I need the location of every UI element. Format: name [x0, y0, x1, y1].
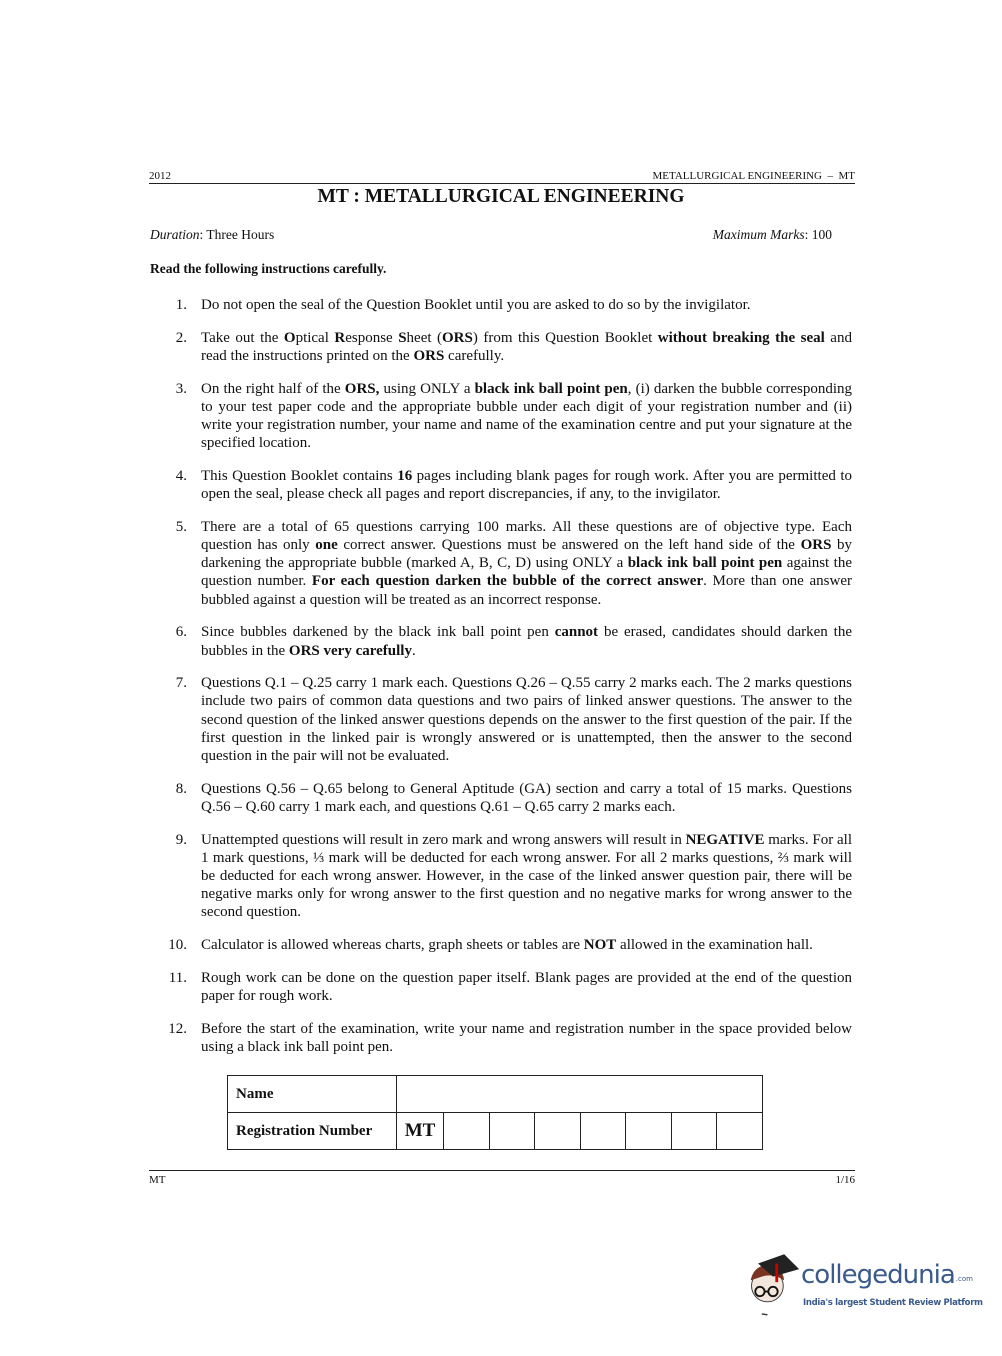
- registration-digit-box[interactable]: [580, 1113, 626, 1150]
- instruction-number: 10.: [168, 937, 187, 954]
- instruction-text: [201, 936, 852, 954]
- emphasis-text: ORS: [413, 347, 445, 364]
- text-segment: esponse: [345, 329, 399, 346]
- instruction-item: [150, 623, 852, 659]
- instruction-text: [201, 296, 852, 314]
- instruction-number: 1.: [175, 297, 187, 313]
- emphasis-text: black ink ball point pen: [474, 380, 628, 397]
- footer-code: MT: [149, 1174, 166, 1186]
- instruction-number: 4.: [175, 467, 187, 484]
- text-segment: allowed in the examination hall.: [616, 937, 813, 954]
- emphasis-text: cannot: [554, 624, 599, 641]
- instruction-text: [201, 1020, 852, 1056]
- instruction-number: 7.: [175, 675, 187, 692]
- instruction-text: [201, 518, 852, 609]
- emphasis-text: R: [334, 329, 346, 346]
- text-segment: Rough work can be done on the question paper itself. Blank pages are provided at the end of the question paper for rough work.: [201, 969, 852, 1005]
- instructions-heading: Read the following instructions carefully.: [150, 261, 387, 276]
- registration-digit-box[interactable]: [444, 1113, 490, 1150]
- maximum-marks-label: Maximum Marks: [712, 227, 805, 242]
- registration-digit-box[interactable]: [626, 1113, 672, 1150]
- text-segment: Before the start of the examination, write your name and registration number in the space provided below using a black ink ball point pen.: [201, 1020, 852, 1055]
- page-number: 1/16: [835, 1174, 855, 1186]
- duration: [150, 227, 274, 243]
- text-segment: against the question number.: [201, 555, 852, 590]
- text-segment: Take out the: [201, 329, 284, 346]
- candidate-form: [227, 1075, 763, 1150]
- emphasis-text: S: [398, 329, 407, 346]
- emphasis-text: without breaking the seal: [657, 329, 825, 346]
- header-year: 2012: [149, 170, 171, 182]
- text-segment: and read the instructions printed on the: [201, 329, 852, 364]
- text-segment: heet (: [406, 329, 443, 346]
- text-segment: Since bubbles darkened by the black ink ball point pen: [201, 624, 555, 641]
- duration-value: : Three Hours: [199, 227, 275, 242]
- instruction-item: [150, 296, 852, 314]
- logo-tagline: India's largest Student Review Platform: [803, 1298, 983, 1308]
- exam-meta: [150, 227, 832, 243]
- instruction-text: [201, 969, 852, 1005]
- emphasis-text: For each question darken the bubble of the correct answer: [311, 573, 704, 590]
- emphasis-text: NEGATIVE: [685, 831, 765, 848]
- registration-label: Registration Number: [228, 1113, 397, 1150]
- instruction-number: 5.: [175, 518, 187, 535]
- text-segment: ptical: [295, 329, 335, 346]
- emphasis-text: one: [315, 537, 338, 554]
- logo-suffix: .com: [955, 1275, 973, 1283]
- name-label: Name: [228, 1076, 397, 1113]
- instruction-item: [150, 1020, 852, 1056]
- instruction-text: [201, 467, 852, 503]
- emphasis-text: 16: [397, 467, 413, 484]
- instruction-number: 6.: [175, 624, 187, 641]
- text-segment: correct answer. Questions must be answered on the left hand side of the: [337, 537, 801, 554]
- registration-digit-box[interactable]: [671, 1113, 717, 1150]
- instruction-number: 9.: [175, 831, 187, 848]
- instruction-item: [150, 467, 852, 503]
- text-segment: carefully.: [444, 347, 505, 364]
- maximum-marks: [713, 227, 832, 243]
- registration-digit-box[interactable]: [717, 1113, 763, 1150]
- text-segment: Questions Q.56 – Q.65 belong to General Aptitude (GA) section and carry a total of 15 marks. Questions Q.56 – Q.60 carry 1 mark each, and questions Q.61 – Q.65 carry 2 marks each.: [201, 780, 852, 815]
- instruction-number: 2.: [175, 329, 187, 346]
- instruction-text: [201, 780, 852, 816]
- registration-digit-box[interactable]: [535, 1113, 581, 1150]
- duration-label: Duration: [150, 227, 200, 242]
- maximum-marks-value: : 100: [804, 227, 832, 242]
- registration-row: [228, 1113, 763, 1150]
- text-segment: .: [411, 642, 416, 659]
- mascot-icon: [745, 1250, 801, 1320]
- instruction-item: [150, 969, 852, 1005]
- instruction-text: [201, 329, 852, 365]
- text-segment: On the right half of the: [201, 380, 345, 397]
- header-subject: METALLURGICAL ENGINEERING – MT: [652, 170, 855, 182]
- instruction-text: [201, 623, 852, 659]
- emphasis-text: ORS: [800, 537, 832, 554]
- name-row: [228, 1076, 763, 1113]
- running-header: [149, 170, 855, 184]
- name-field[interactable]: [397, 1076, 763, 1113]
- text-segment: Unattempted questions will result in zero mark and wrong answers will result in: [201, 831, 686, 848]
- emphasis-text: O: [283, 329, 296, 346]
- instruction-item: [150, 380, 852, 453]
- emphasis-text: NOT: [583, 937, 617, 954]
- page-title: MT : METALLURGICAL ENGINEERING: [317, 186, 685, 207]
- text-segment: by darkening the appropriate bubble (marked A, B, C, D) using ONLY a: [201, 537, 852, 572]
- instruction-text: [201, 831, 852, 922]
- text-segment: pages including blank pages for rough work. After you are permitted to open the seal, please check all pages and report discrepancies, if any, to the invigilator.: [201, 467, 852, 503]
- text-segment: There are a total of 65 questions carrying 100 marks. All these questions are of objective type. Each question has only: [201, 518, 852, 554]
- instruction-number: 11.: [168, 969, 187, 986]
- instruction-item: [150, 936, 852, 954]
- registration-digit-box[interactable]: [489, 1113, 535, 1150]
- text-segment: be erased, candidates should darken the bubbles in the: [201, 624, 852, 659]
- instruction-number: 8.: [175, 780, 187, 797]
- instruction-text: [201, 380, 852, 453]
- instruction-text: [201, 674, 852, 765]
- instruction-item: [150, 518, 852, 609]
- instruction-number: 3.: [175, 380, 187, 397]
- emphasis-text: ORS very carefully: [288, 642, 412, 659]
- text-segment: using ONLY a: [379, 380, 475, 397]
- emphasis-text: black ink ball point pen: [627, 555, 783, 572]
- logo-brand: collegedunia: [801, 1260, 955, 1290]
- text-segment: This Question Booklet contains: [201, 467, 398, 484]
- text-segment: . More than one answer bubbled against a question will be treated as an incorrect response.: [201, 573, 852, 608]
- text-segment: Questions Q.1 – Q.25 carry 1 mark each. Questions Q.26 – Q.55 carry 2 marks each. The 2 marks questions include two pairs of common data questions and two pairs of linked answer questions. The answer to the second question of the linked answer questions depends on the answer to the first question of the pair. If the first question in the linked pair is wrongly answered or is unattempted, then the answer to the second question in the pair will not be evaluated.: [201, 675, 852, 765]
- logo-brand-row: [801, 1260, 973, 1290]
- text-segment: , (i) darken the bubble corresponding to your test paper code and the appropriate bubble under each digit of your registration number and (ii) write your registration number, your name and name of the examination centre and put your signature at the specified location.: [201, 380, 852, 452]
- instruction-item: [150, 674, 852, 765]
- emphasis-text: ORS,: [344, 380, 380, 397]
- instruction-item: [150, 329, 852, 365]
- text-segment: marks. For all 1 mark questions, ⅓ mark will be deducted for each wrong answer. For all 2 marks questions, ⅔ mark will be deducted for each wrong answer. However, in the case of the linked answer question pair, there will be negative marks only for wrong answer to the first question and no negative marks for wrong answer to the second question.: [201, 831, 852, 921]
- text-segment: ) from this Question Booklet: [472, 329, 658, 346]
- registration-prefix: MT: [397, 1113, 444, 1150]
- instructions-list: [150, 296, 852, 1071]
- text-segment: Do not open the seal of the Question Booklet until you are asked to do so by the invigilator.: [201, 297, 751, 313]
- instruction-item: [150, 831, 852, 922]
- collegedunia-logo: [745, 1250, 1000, 1320]
- emphasis-text: ORS: [442, 329, 473, 346]
- running-footer: [149, 1170, 855, 1186]
- instruction-number: 12.: [168, 1020, 187, 1037]
- instruction-item: [150, 780, 852, 816]
- text-segment: Calculator is allowed whereas charts, graph sheets or tables are: [201, 937, 584, 954]
